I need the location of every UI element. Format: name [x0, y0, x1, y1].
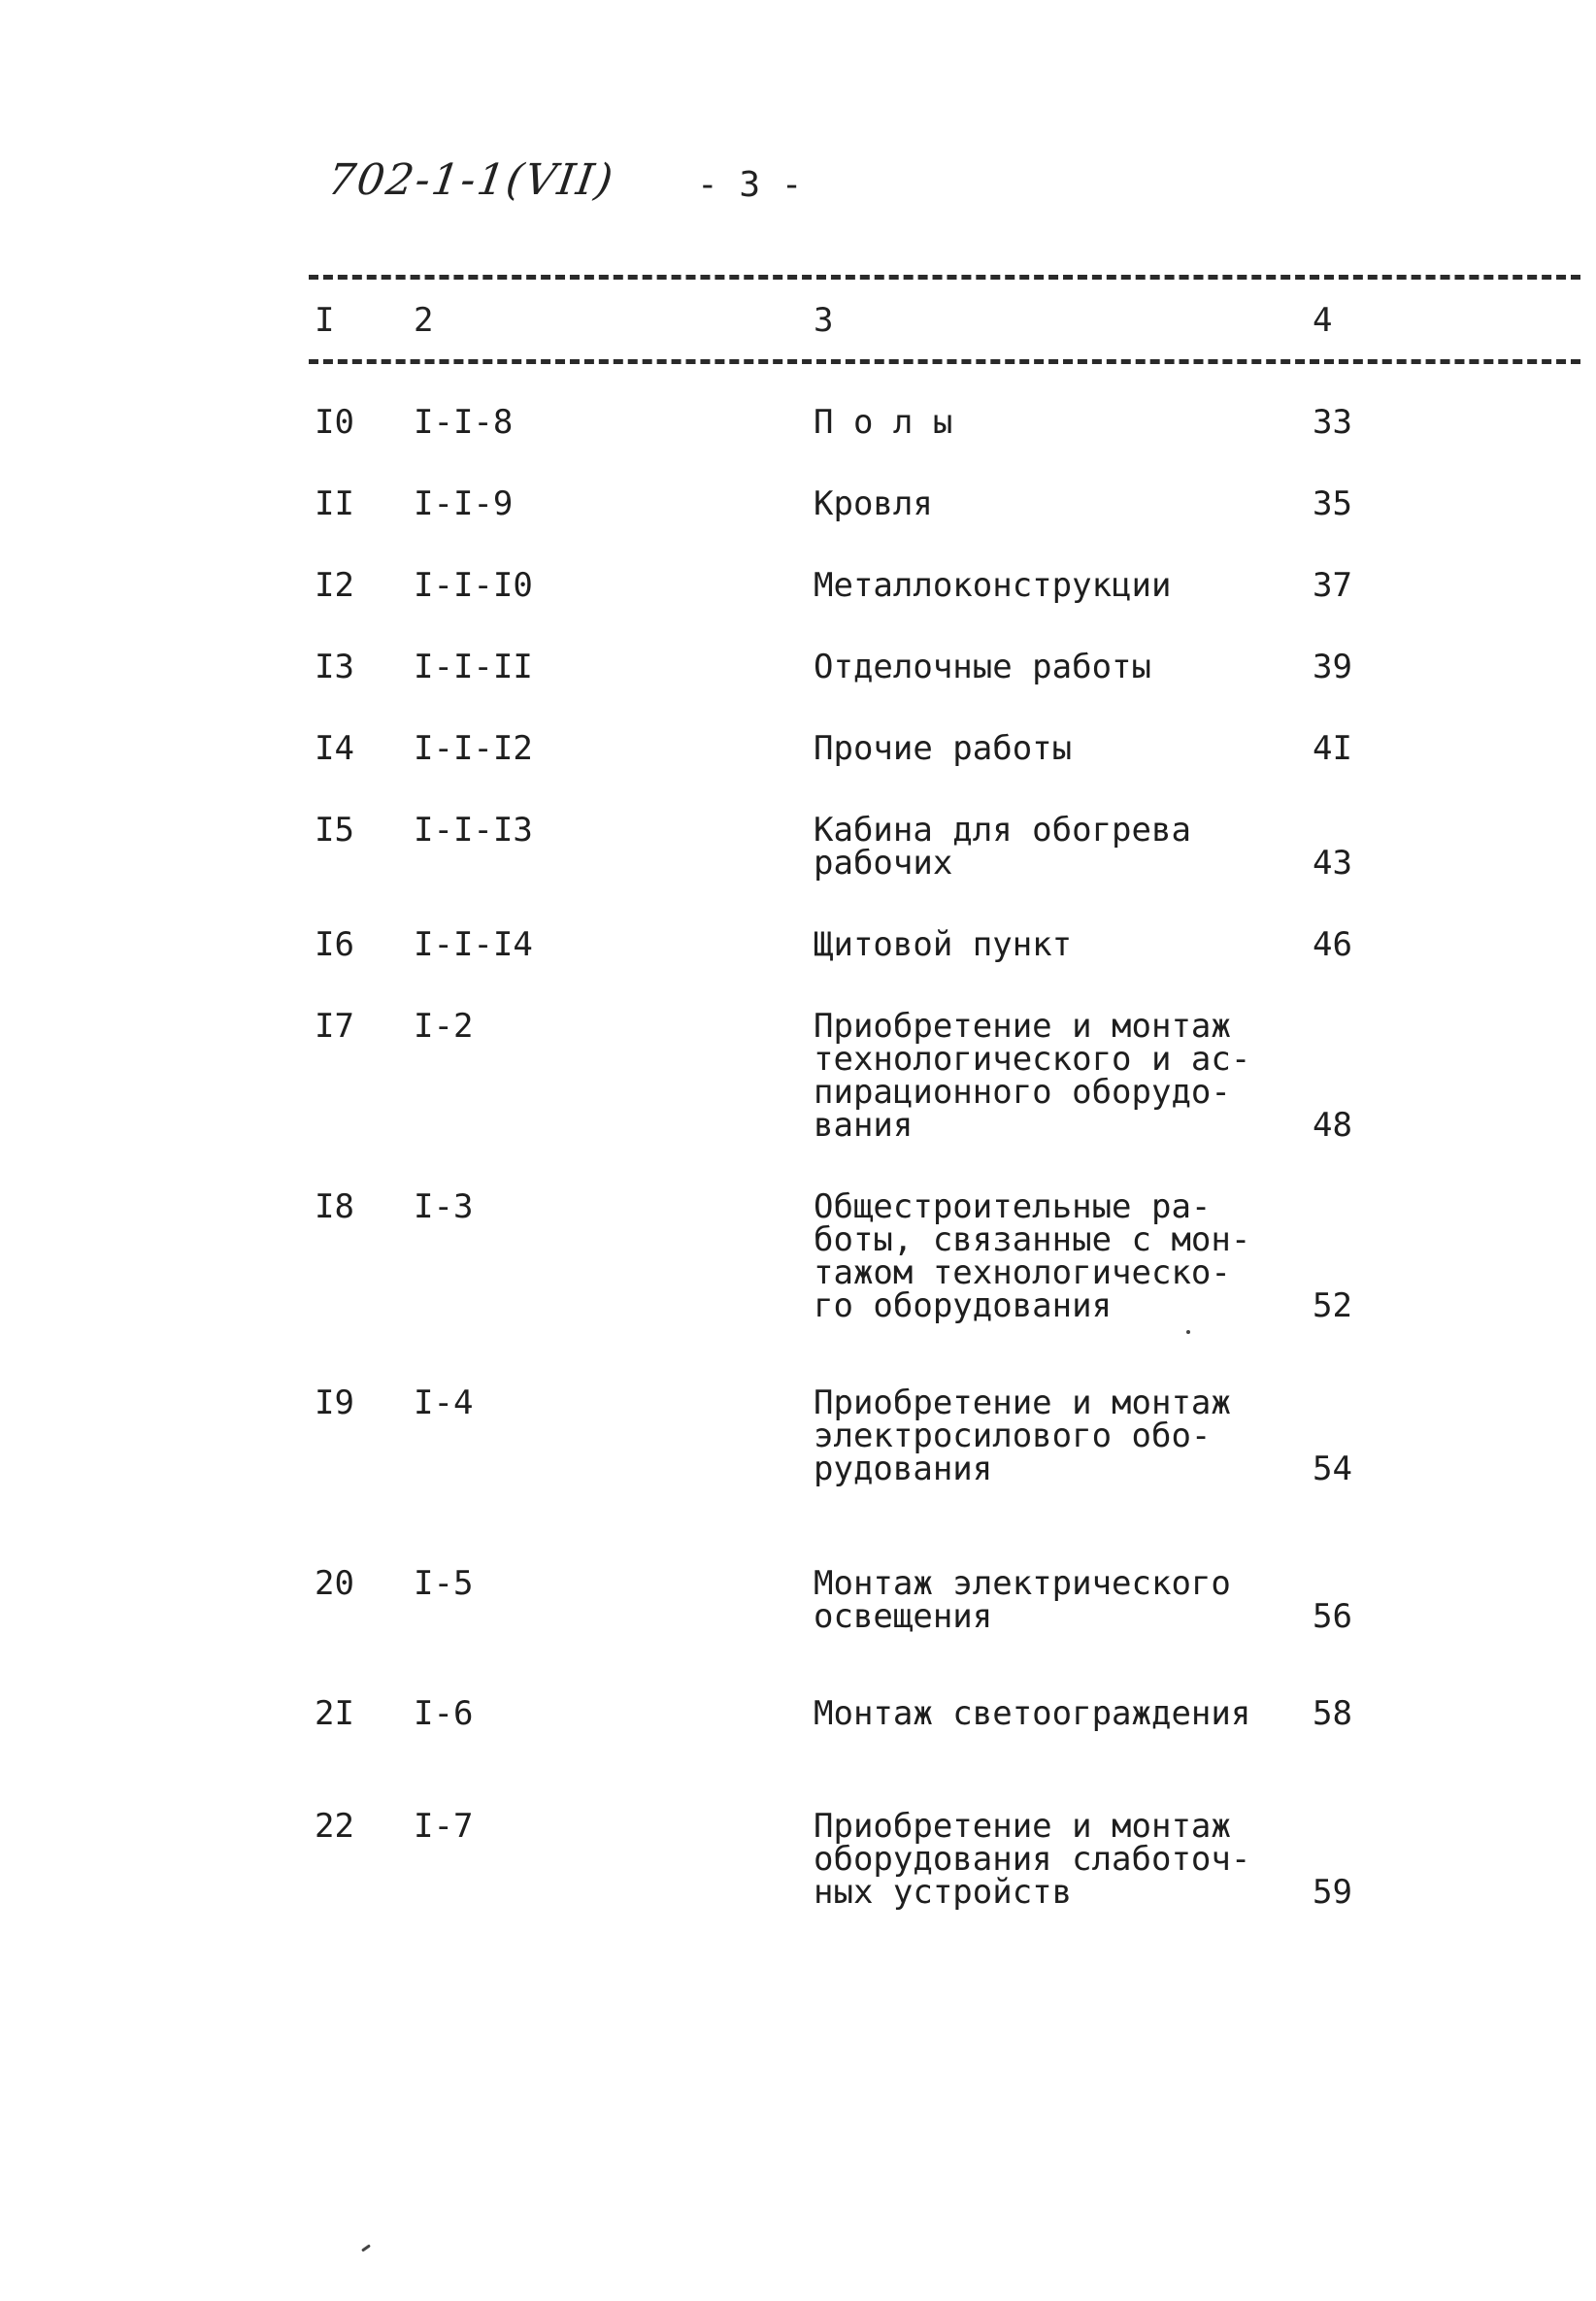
row-page: 58 [1313, 1694, 1352, 1733]
row-description: П о л ы [814, 403, 953, 442]
row-number: 2I [315, 1694, 354, 1733]
page-number: - 3 - [697, 165, 803, 205]
row-number: 22 [315, 1807, 354, 1846]
row-page: 48 [1313, 1106, 1352, 1145]
row-code: I-I-I2 [414, 729, 533, 768]
row-code: I-5 [414, 1564, 474, 1603]
row-description: Приобретение и монтаж технологического и ас- пирационного оборудо- вания [814, 1007, 1251, 1145]
row-number: I3 [315, 648, 354, 686]
column-header-1: I [315, 301, 335, 340]
handwritten-document-code: 702-1-1(VII) [324, 155, 618, 205]
row-page: 46 [1313, 925, 1352, 964]
row-code: I-I-8 [414, 403, 514, 442]
scan-speck [1186, 1330, 1190, 1334]
row-page: 59 [1313, 1873, 1352, 1912]
row-page: 56 [1313, 1597, 1352, 1636]
row-page: 54 [1313, 1450, 1352, 1488]
row-number: I8 [315, 1187, 354, 1226]
row-description: Монтаж светоограждения [814, 1694, 1251, 1733]
row-code: I-I-9 [414, 484, 514, 523]
table-top-rule [309, 275, 1580, 280]
row-code: I-4 [414, 1384, 474, 1422]
row-description: Общестроительные ра- боты, связанные с мон- тажом технологическо- го оборудования [814, 1187, 1251, 1325]
column-header-4: 4 [1313, 301, 1333, 340]
row-number: 20 [315, 1564, 354, 1603]
row-code: I-6 [414, 1694, 474, 1733]
row-number: I5 [315, 811, 354, 850]
row-code: I-I-I0 [414, 566, 533, 605]
row-page: 33 [1313, 403, 1352, 442]
row-code: I-2 [414, 1007, 474, 1046]
row-number: I2 [315, 566, 354, 605]
column-header-2: 2 [414, 301, 434, 340]
row-number: I6 [315, 925, 354, 964]
row-number: I7 [315, 1007, 354, 1046]
row-description: Щитовой пункт [814, 925, 1073, 964]
row-page: 39 [1313, 648, 1352, 686]
row-page: 43 [1313, 844, 1352, 883]
row-code: I-7 [414, 1807, 474, 1846]
row-code: I-I-II [414, 648, 533, 686]
row-page: 35 [1313, 484, 1352, 523]
row-description: Приобретение и монтаж оборудования слаботоч- ных устройств [814, 1807, 1251, 1912]
row-description: Кровля [814, 484, 933, 523]
row-page: 37 [1313, 566, 1352, 605]
row-code: I-I-I3 [414, 811, 533, 850]
row-description: Кабина для обогрева рабочих [814, 811, 1191, 883]
row-description: Монтаж электрического освещения [814, 1564, 1231, 1636]
row-code: I-3 [414, 1187, 474, 1226]
row-number: II [315, 484, 354, 523]
table-header-rule [309, 359, 1580, 364]
row-description: Отделочные работы [814, 648, 1151, 686]
row-code: I-I-I4 [414, 925, 533, 964]
row-description: Приобретение и монтаж электросилового обо- рудования [814, 1384, 1231, 1488]
row-description: Прочие работы [814, 729, 1073, 768]
row-number: I0 [315, 403, 354, 442]
scan-speck [361, 2244, 371, 2251]
column-header-3: 3 [814, 301, 834, 340]
row-number: I4 [315, 729, 354, 768]
row-page: 4I [1313, 729, 1352, 768]
row-page: 52 [1313, 1286, 1352, 1325]
row-description: Металлоконструкции [814, 566, 1172, 605]
row-number: I9 [315, 1384, 354, 1422]
